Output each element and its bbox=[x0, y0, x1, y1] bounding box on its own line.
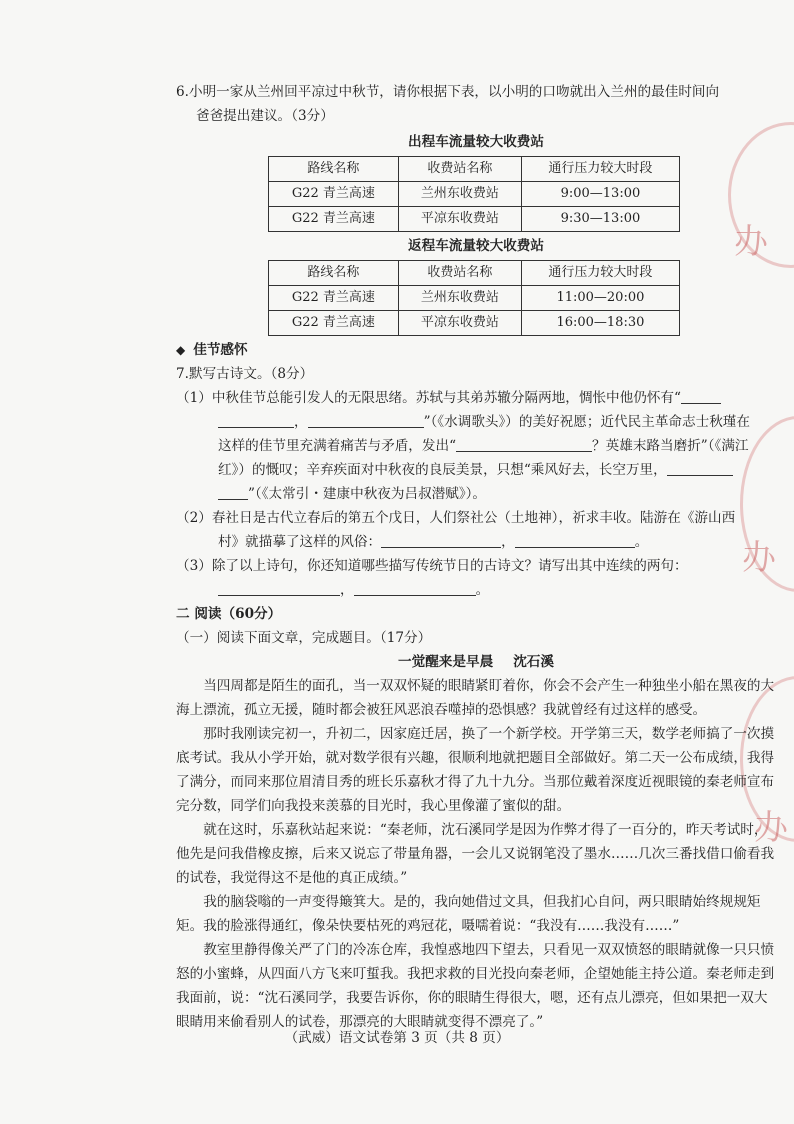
answer-blank[interactable] bbox=[681, 387, 721, 404]
q7-p3-text: 。 bbox=[475, 582, 490, 598]
cell-period: 9:30—13:00 bbox=[521, 207, 679, 232]
q7-p1-line-5 bbox=[176, 482, 776, 506]
reading-part-1: （一）阅读下面文章，完成题目。（17分） bbox=[176, 630, 432, 646]
q7-p1-text: ”（《太常引・建康中秋夜为吕叔潜赋》）。 bbox=[248, 486, 487, 502]
page-footer: （武威）语文试卷第 3 页（共 8 页） bbox=[284, 1030, 510, 1046]
article-paragraph: 那时我刚读完初一，升初二，因家庭迁居，换了一个新学校。开学第三天，数学老师搞了一次摸底考试。我从小学开始，就对数学很有兴趣，很顺利地就把题目全部做好。第二天一公布成绩，我得了满分，而同来那位眉清目秀的班长乐嘉秋才得了九十九分。当那位戴着深度近视眼镜的秦老师宣布完分数，同学们向我投来羡慕的目光时，我心里像灌了蜜似的甜。 bbox=[176, 726, 775, 814]
answer-blank[interactable] bbox=[667, 459, 733, 476]
table1-title: 出程车流量较大收费站 bbox=[408, 134, 544, 150]
header-route: 路线名称 bbox=[269, 157, 399, 182]
answer-blank[interactable] bbox=[515, 531, 635, 548]
answer-blank[interactable] bbox=[381, 531, 501, 548]
q7-p1-line-1 bbox=[176, 386, 776, 410]
section-reading: 二 阅读（60分） bbox=[176, 606, 282, 622]
stamp-mark-middle: 办 bbox=[742, 538, 776, 578]
q7-p2-text: 村》就描摹了这样的风俗： bbox=[218, 534, 382, 550]
article-title: 一觉醒来是早晨 bbox=[398, 654, 494, 670]
article-author: 沈石溪 bbox=[513, 654, 554, 670]
section-holiday bbox=[176, 338, 776, 362]
cell-station: 兰州东收费站 bbox=[398, 182, 521, 207]
answer-blank[interactable] bbox=[456, 435, 592, 452]
stamp-mark-bottom: 办 bbox=[754, 808, 788, 848]
q7-p1-text: ”（《水调歌头》）的美好祝愿；近代民主革命志士秋瑾在 bbox=[423, 414, 750, 430]
article-paragraph: 我的脑袋嗡的一声变得簸箕大。是的，我向她借过文具，但我扪心自问，两只眼睛始终规规矩矩。我的脸涨得通红，像朵快要枯死的鸡冠花，嗫嚅着说：“我没有……我没有……” bbox=[176, 894, 761, 934]
q7-p2-text: 。 bbox=[634, 534, 649, 550]
table-row bbox=[269, 311, 680, 336]
article-paragraph: 就在这时，乐嘉秋站起来说：“秦老师，沈石溪同学是因为作弊才得了一百分的，昨天考试时，他先是问我借橡皮擦，后来又说忘了带量角器，一会儿又说钢笔没了墨水……几次三番找借口偷看我的试卷，我觉得这不是他的真正成绩。” bbox=[176, 822, 775, 886]
article-heading bbox=[176, 650, 776, 674]
q7-p1-text: ？英雄末路当磨折”（《满江 bbox=[592, 438, 749, 454]
table-row bbox=[269, 286, 680, 311]
cell-period: 16:00—18:30 bbox=[521, 311, 679, 336]
q7-p3-line-2 bbox=[176, 578, 776, 602]
header-station: 收费站名称 bbox=[398, 261, 521, 286]
answer-blank[interactable] bbox=[218, 579, 340, 596]
q7-p1-line-3 bbox=[176, 434, 776, 458]
q7-title: 7.默写古诗文。（8分） bbox=[176, 366, 314, 382]
q7-p1-text: ， bbox=[294, 414, 308, 430]
cell-route: G22 青兰高速 bbox=[269, 207, 399, 232]
table-row bbox=[269, 207, 680, 232]
diamond-bullet-icon: ◆ bbox=[176, 343, 186, 357]
header-station: 收费站名称 bbox=[398, 157, 521, 182]
cell-route: G22 青兰高速 bbox=[269, 311, 399, 336]
cell-period: 9:00—13:00 bbox=[521, 182, 679, 207]
article-paragraph: 教室里静得像关严了门的冷冻仓库，我惶惑地四下望去，只看见一双双愤怒的眼睛就像一只只愤怒的小蜜蜂，从四面八方飞来叮蜇我。我把求救的目光投向秦老师，企望她能主持公道。秦老师走到我面前，说：“沈石溪同学，我要告诉你，你的眼睛生得很大，嗯，还有点儿漂亮，但如果把一双大眼睛用来偷看别人的试卷，那漂亮的大眼睛就变得不漂亮了。” bbox=[176, 942, 775, 1030]
answer-blank[interactable] bbox=[308, 411, 424, 428]
outbound-toll-table bbox=[268, 156, 680, 232]
cell-period: 11:00—20:00 bbox=[521, 286, 679, 311]
page-content bbox=[176, 80, 776, 1034]
return-toll-table bbox=[268, 260, 680, 336]
q7-p2-text: ， bbox=[501, 534, 515, 550]
cell-station: 平凉东收费站 bbox=[398, 207, 521, 232]
table-header-row bbox=[269, 261, 680, 286]
answer-blank[interactable] bbox=[354, 579, 476, 596]
header-route: 路线名称 bbox=[269, 261, 399, 286]
answer-blank[interactable] bbox=[218, 483, 248, 500]
section-holiday-label: 佳节感怀 bbox=[193, 342, 248, 358]
q7-p1-line-4 bbox=[176, 458, 776, 482]
q6-line-1: 6.小明一家从兰州回平凉过中秋节，请你根据下表，以小明的口吻就出入兰州的最佳时间向 bbox=[176, 84, 720, 100]
q7-p1-line-2 bbox=[176, 410, 776, 434]
q7-p1-text: 这样的佳节里充满着痛苦与矛盾，发出“ bbox=[218, 438, 457, 454]
answer-blank[interactable] bbox=[218, 411, 294, 428]
cell-route: G22 青兰高速 bbox=[269, 286, 399, 311]
q7-p1-text: 红》）的慨叹；辛弃疾面对中秋夜的良辰美景，只想“乘风好去，长空万里， bbox=[218, 462, 667, 478]
header-period: 通行压力较大时段 bbox=[521, 261, 679, 286]
q7-p1-text: （1）中秋佳节总能引发人的无限思绪。苏轼与其弟苏辙分隔两地，惆怅中他仍怀有“ bbox=[176, 390, 681, 406]
stamp-mark-top: 办 bbox=[734, 222, 768, 262]
q7-p2-line-2 bbox=[176, 530, 776, 554]
q7-p3-text: ， bbox=[340, 582, 354, 598]
q7-p2-line-1: （2）春社日是古代立春后的第五个戊日，人们祭社公（土地神），祈求丰收。陆游在《游山西 bbox=[176, 510, 736, 526]
cell-station: 平凉东收费站 bbox=[398, 311, 521, 336]
table-header-row bbox=[269, 157, 680, 182]
cell-route: G22 青兰高速 bbox=[269, 182, 399, 207]
q6-line-2: 爸爸提出建议。（3分） bbox=[196, 108, 334, 124]
article-paragraph: 当四周都是陌生的面孔，当一双双怀疑的眼睛紧盯着你，你会不会产生一种独坐小船在黑夜的大海上漂流，孤立无援，随时都会被狂风恶浪吞噬掉的恐惧感？我就曾经有过这样的感受。 bbox=[176, 678, 775, 718]
table2-title: 返程车流量较大收费站 bbox=[408, 238, 544, 254]
table-row bbox=[269, 182, 680, 207]
q7-p3-line-1: （3）除了以上诗句，你还知道哪些描写传统节日的古诗文？请写出其中连续的两句： bbox=[176, 558, 688, 574]
cell-station: 兰州东收费站 bbox=[398, 286, 521, 311]
header-period: 通行压力较大时段 bbox=[521, 157, 679, 182]
